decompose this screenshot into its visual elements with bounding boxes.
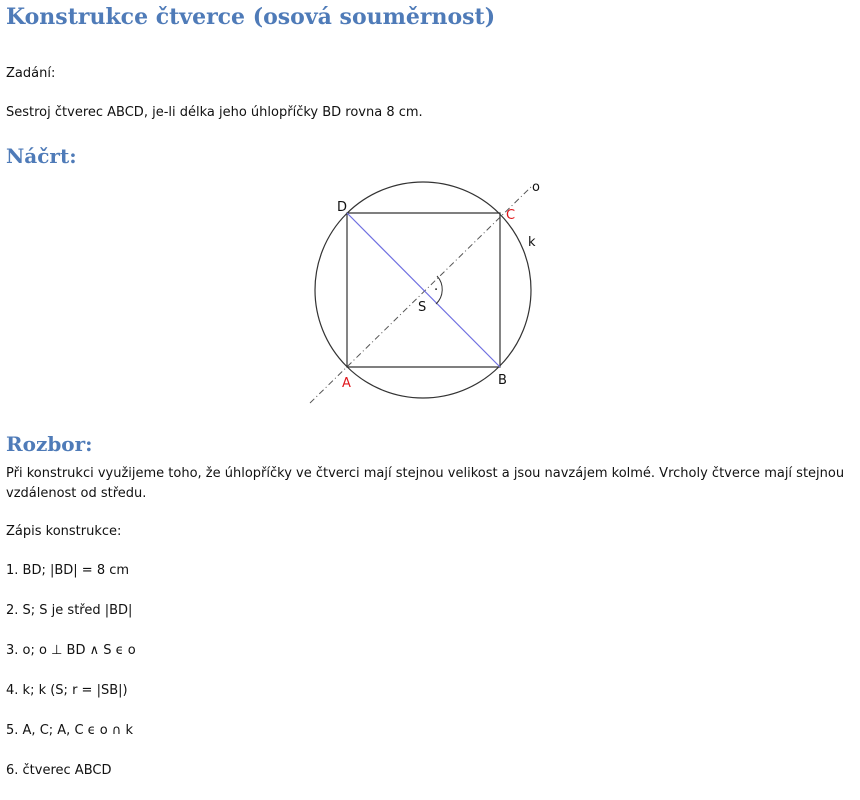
construction-step: 2. S; S je střed |BD|: [6, 603, 133, 618]
label-a: A: [342, 376, 351, 391]
label-k: k: [528, 235, 536, 250]
label-s: S: [418, 300, 427, 315]
construction-step: 4. k; k (S; r = |SB|): [6, 683, 128, 698]
diagonal-bd: [347, 213, 500, 367]
square-sketch-figure: [300, 170, 560, 410]
analysis-heading: Rozbor:: [6, 432, 93, 456]
label-d: D: [337, 200, 348, 215]
analysis-text: Při konstrukci využijeme toho, že úhlopříčky ve čtverci mají stejnou velikost a jsou navzájem kolmé. Vrcholy čtverce mají stejnou vzdálenost od středu.: [6, 466, 845, 501]
axis-o: [310, 186, 532, 403]
sketch-heading: Náčrt:: [6, 144, 77, 168]
construction-step: 3. o; o ⊥ BD ∧ S ϵ o: [6, 643, 136, 658]
label-b: B: [498, 373, 507, 388]
right-angle-dot: ·: [434, 283, 439, 298]
assignment-text: Sestroj čtverec ABCD, je-li délka jeho úhlopříčky BD rovna 8 cm.: [6, 105, 423, 120]
label-c: C: [506, 208, 516, 223]
construction-heading: Zápis konstrukce:: [6, 524, 122, 539]
construction-step: 5. A, C; A, C ϵ o ∩ k: [6, 723, 134, 738]
label-o: o: [532, 180, 540, 195]
construction-step: 6. čtverec ABCD: [6, 763, 112, 778]
construction-step: 1. BD; |BD| = 8 cm: [6, 563, 130, 578]
page-title: Konstrukce čtverce (osová souměrnost): [6, 4, 496, 30]
assignment-label: Zadání:: [6, 66, 56, 81]
